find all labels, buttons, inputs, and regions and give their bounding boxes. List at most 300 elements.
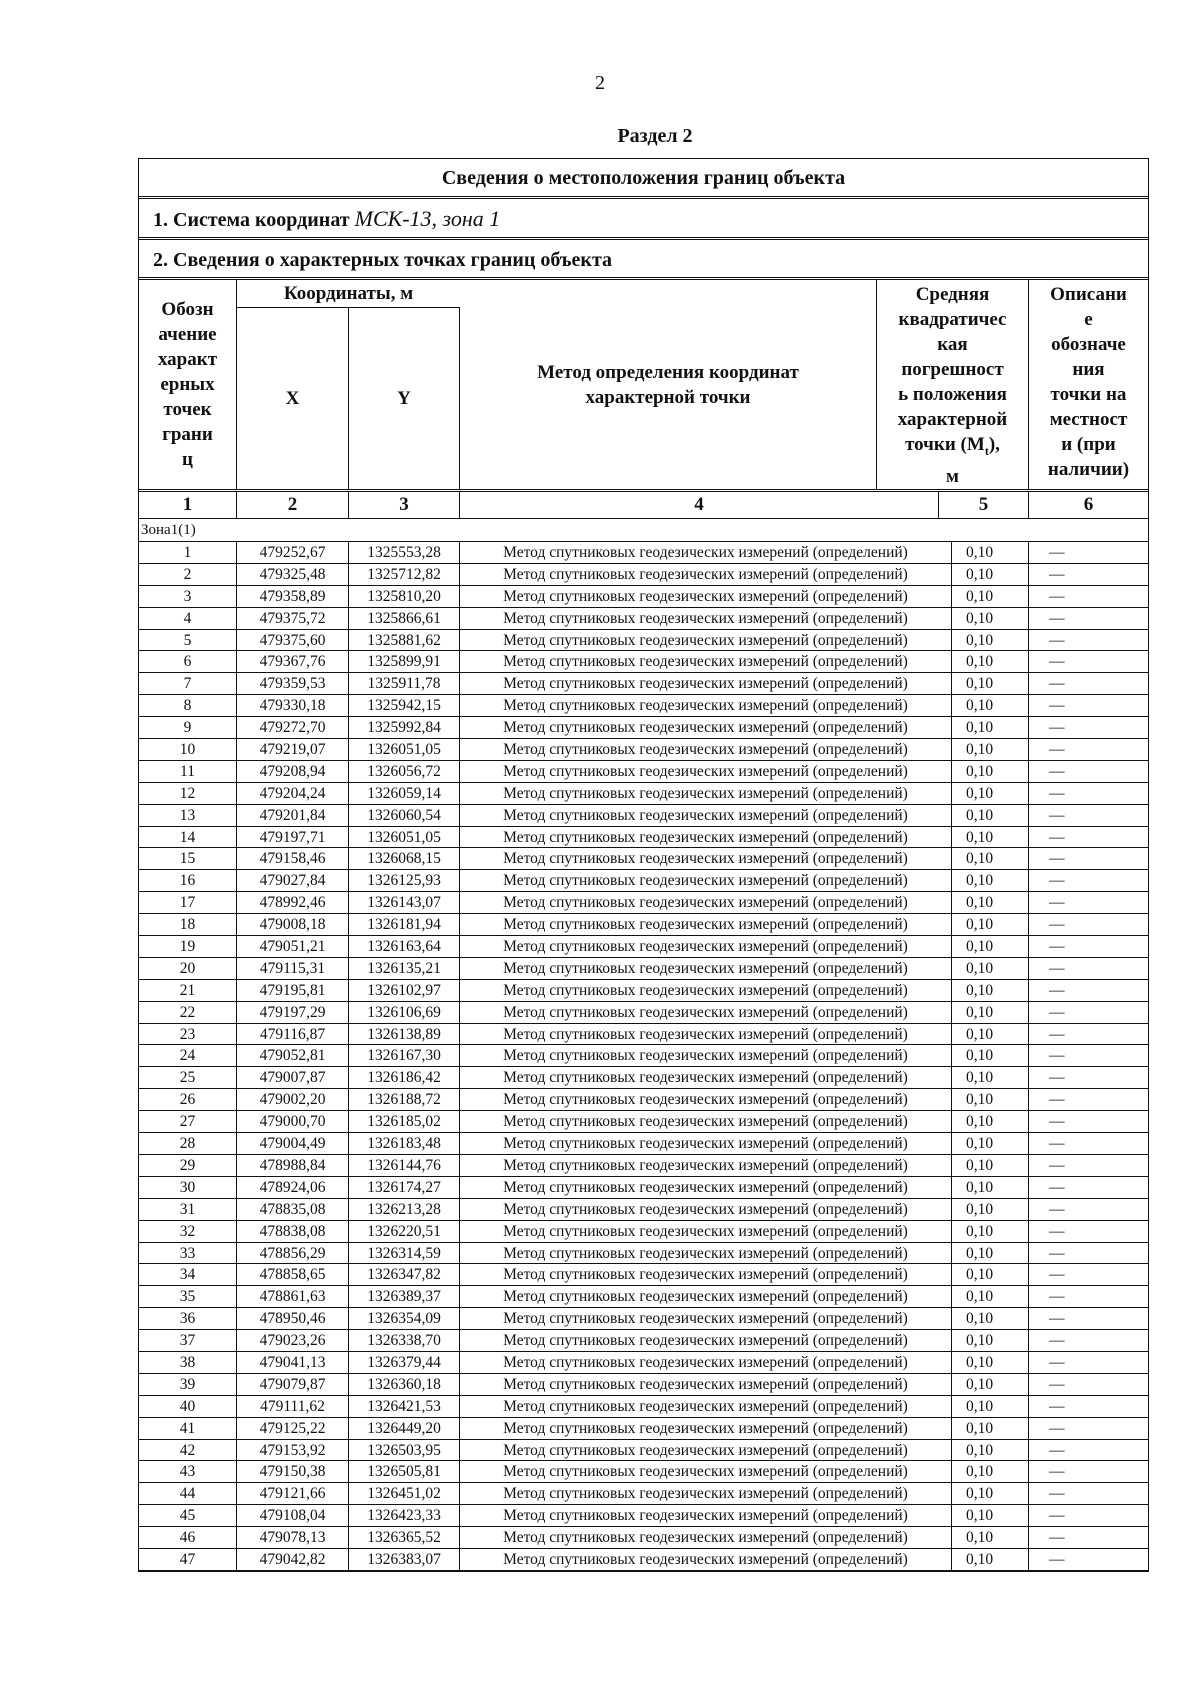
error-value: 0,10 bbox=[952, 1199, 1029, 1220]
description: — bbox=[1049, 1353, 1065, 1371]
method: Метод спутниковых геодезических измерений (определений) bbox=[460, 827, 952, 848]
point-number: 44 bbox=[139, 1483, 237, 1504]
table-row bbox=[139, 586, 1148, 608]
table-row bbox=[139, 827, 1148, 849]
table-row bbox=[139, 1461, 1148, 1483]
table-row bbox=[139, 1352, 1148, 1374]
y-coordinate: 1325866,61 bbox=[349, 608, 460, 629]
method: Метод спутниковых геодезических измерений (определений) bbox=[460, 564, 952, 585]
column-number: 3 bbox=[349, 492, 460, 518]
x-coordinate: 479000,70 bbox=[237, 1111, 349, 1132]
error-value: 0,10 bbox=[952, 630, 1029, 651]
x-coordinate: 478861,63 bbox=[237, 1286, 349, 1307]
table-row bbox=[139, 1024, 1148, 1046]
description: — bbox=[1049, 609, 1065, 627]
y-coordinate: 1326143,07 bbox=[349, 892, 460, 913]
table-row bbox=[139, 914, 1148, 936]
table-row bbox=[139, 1527, 1148, 1549]
column-number: 1 bbox=[139, 492, 237, 518]
table-title: Сведения о местоположения границ объекта bbox=[139, 159, 1148, 199]
error-value: 0,10 bbox=[952, 1264, 1029, 1285]
x-coordinate: 479042,82 bbox=[237, 1549, 349, 1570]
y-coordinate: 1326423,33 bbox=[349, 1505, 460, 1526]
x-coordinate: 479358,89 bbox=[237, 586, 349, 607]
method: Метод спутниковых геодезических измерений (определений) bbox=[460, 1067, 952, 1088]
error-value: 0,10 bbox=[952, 1352, 1029, 1373]
table-row bbox=[139, 1549, 1148, 1571]
error-value: 0,10 bbox=[952, 827, 1029, 848]
error-value: 0,10 bbox=[952, 1155, 1029, 1176]
point-number: 8 bbox=[139, 695, 237, 716]
error-value: 0,10 bbox=[952, 805, 1029, 826]
table-row bbox=[139, 870, 1148, 892]
x-coordinate: 478992,46 bbox=[237, 892, 349, 913]
method: Метод спутниковых геодезических измерений (определений) bbox=[460, 1089, 952, 1110]
method: Метод спутниковых геодезических измерений (определений) bbox=[460, 1002, 952, 1023]
y-coordinate: 1326183,48 bbox=[349, 1133, 460, 1154]
error-value: 0,10 bbox=[952, 1549, 1029, 1570]
description: — bbox=[1049, 565, 1065, 583]
error-value: 0,10 bbox=[952, 1133, 1029, 1154]
point-number: 43 bbox=[139, 1461, 237, 1482]
description: — bbox=[1049, 697, 1065, 715]
table-row bbox=[139, 673, 1148, 695]
method: Метод спутниковых геодезических измерений (определений) bbox=[460, 761, 952, 782]
table-row bbox=[139, 1155, 1148, 1177]
description: — bbox=[1049, 1178, 1065, 1196]
method: Метод спутниковых геодезических измерений (определений) bbox=[460, 914, 952, 935]
description: — bbox=[1049, 1288, 1065, 1306]
point-number: 11 bbox=[139, 761, 237, 782]
error-value: 0,10 bbox=[952, 1111, 1029, 1132]
y-coordinate: 1326354,09 bbox=[349, 1308, 460, 1329]
subsection-title: 2. Сведения о характерных точках границ объекта bbox=[139, 240, 1148, 280]
point-number: 26 bbox=[139, 1089, 237, 1110]
x-coordinate: 479079,87 bbox=[237, 1374, 349, 1395]
point-number: 34 bbox=[139, 1264, 237, 1285]
description: — bbox=[1049, 1222, 1065, 1240]
y-coordinate: 1326314,59 bbox=[349, 1243, 460, 1264]
error-value: 0,10 bbox=[952, 695, 1029, 716]
table-row bbox=[139, 783, 1148, 805]
method: Метод спутниковых геодезических измерений (определений) bbox=[460, 1483, 952, 1504]
table-row bbox=[139, 1045, 1148, 1067]
y-coordinate: 1326338,70 bbox=[349, 1330, 460, 1351]
x-coordinate: 479115,31 bbox=[237, 958, 349, 979]
method: Метод спутниковых геодезических измерений (определений) bbox=[460, 1396, 952, 1417]
point-number: 19 bbox=[139, 936, 237, 957]
y-coordinate: 1326106,69 bbox=[349, 1002, 460, 1023]
x-coordinate: 479204,24 bbox=[237, 783, 349, 804]
method: Метод спутниковых геодезических измерений (определений) bbox=[460, 1286, 952, 1307]
y-coordinate: 1326174,27 bbox=[349, 1177, 460, 1198]
header-error bbox=[877, 280, 1029, 489]
method: Метод спутниковых геодезических измерений (определений) bbox=[460, 1549, 952, 1570]
method: Метод спутниковых геодезических измерений (определений) bbox=[460, 1527, 952, 1548]
error-value: 0,10 bbox=[952, 1308, 1029, 1329]
description: — bbox=[1049, 872, 1065, 890]
description: — bbox=[1049, 1529, 1065, 1547]
x-coordinate: 479359,53 bbox=[237, 673, 349, 694]
description: — bbox=[1049, 1507, 1065, 1525]
table-row bbox=[139, 739, 1148, 761]
table-row bbox=[139, 761, 1148, 783]
error-value: 0,10 bbox=[952, 542, 1029, 563]
error-value: 0,10 bbox=[952, 1045, 1029, 1066]
table-row bbox=[139, 1221, 1148, 1243]
table-row bbox=[139, 1418, 1148, 1440]
x-coordinate: 479208,94 bbox=[237, 761, 349, 782]
error-value: 0,10 bbox=[952, 1461, 1029, 1482]
x-coordinate: 478924,06 bbox=[237, 1177, 349, 1198]
error-value: 0,10 bbox=[952, 739, 1029, 760]
header-point-designation bbox=[139, 280, 237, 489]
y-coordinate: 1326135,21 bbox=[349, 958, 460, 979]
page-number: 2 bbox=[595, 72, 605, 94]
method: Метод спутниковых геодезических измерений (определений) bbox=[460, 1111, 952, 1132]
y-coordinate: 1326167,30 bbox=[349, 1045, 460, 1066]
column-number: 4 bbox=[460, 492, 939, 518]
point-number: 3 bbox=[139, 586, 237, 607]
boundary-points-table bbox=[138, 158, 1149, 1572]
header-error-label: Средняя квадратичес кая погрешност ь положения характерной точки $(M_t)$, м bbox=[897, 284, 1008, 487]
description: — bbox=[1049, 1332, 1065, 1350]
method: Метод спутниковых геодезических измерений (определений) bbox=[460, 1264, 952, 1285]
point-number: 46 bbox=[139, 1527, 237, 1548]
x-coordinate: 479007,87 bbox=[237, 1067, 349, 1088]
error-value: 0,10 bbox=[952, 980, 1029, 1001]
y-coordinate: 1325899,91 bbox=[349, 651, 460, 672]
point-number: 14 bbox=[139, 827, 237, 848]
header-description bbox=[1029, 280, 1148, 489]
y-coordinate: 1326347,82 bbox=[349, 1264, 460, 1285]
method: Метод спутниковых геодезических измерений (определений) bbox=[460, 651, 952, 672]
x-coordinate: 479008,18 bbox=[237, 914, 349, 935]
error-value: 0,10 bbox=[952, 1002, 1029, 1023]
y-coordinate: 1326213,28 bbox=[349, 1199, 460, 1220]
point-number: 5 bbox=[139, 630, 237, 651]
error-value: 0,10 bbox=[952, 1221, 1029, 1242]
point-number: 30 bbox=[139, 1177, 237, 1198]
header-method-label: Метод определения координат характерной точки bbox=[537, 361, 799, 408]
error-value: 0,10 bbox=[952, 914, 1029, 935]
point-number: 9 bbox=[139, 717, 237, 738]
point-number: 27 bbox=[139, 1111, 237, 1132]
description: — bbox=[1049, 762, 1065, 780]
method: Метод спутниковых геодезических измерений (определений) bbox=[460, 717, 952, 738]
description: — bbox=[1049, 1463, 1065, 1481]
description: — bbox=[1049, 675, 1065, 693]
method: Метод спутниковых геодезических измерений (определений) bbox=[460, 1461, 952, 1482]
table-row bbox=[139, 651, 1148, 673]
table-row bbox=[139, 1067, 1148, 1089]
y-coordinate: 1326505,81 bbox=[349, 1461, 460, 1482]
x-coordinate: 479272,70 bbox=[237, 717, 349, 738]
point-number: 21 bbox=[139, 980, 237, 1001]
y-coordinate: 1326185,02 bbox=[349, 1111, 460, 1132]
description: — bbox=[1049, 828, 1065, 846]
table-row bbox=[139, 892, 1148, 914]
x-coordinate: 479195,81 bbox=[237, 980, 349, 1001]
y-coordinate: 1326421,53 bbox=[349, 1396, 460, 1417]
error-value: 0,10 bbox=[952, 1067, 1029, 1088]
point-number: 4 bbox=[139, 608, 237, 629]
description: — bbox=[1049, 1397, 1065, 1415]
y-coordinate: 1326068,15 bbox=[349, 848, 460, 869]
x-coordinate: 479023,26 bbox=[237, 1330, 349, 1351]
section-title: Раздел 2 bbox=[617, 125, 693, 147]
y-coordinate: 1326383,07 bbox=[349, 1549, 460, 1570]
x-coordinate: 479116,87 bbox=[237, 1024, 349, 1045]
header-method bbox=[460, 280, 877, 489]
description: — bbox=[1049, 1550, 1065, 1568]
table-row bbox=[139, 1308, 1148, 1330]
y-coordinate: 1326051,05 bbox=[349, 739, 460, 760]
error-value: 0,10 bbox=[952, 892, 1029, 913]
description: — bbox=[1049, 1419, 1065, 1437]
point-number: 17 bbox=[139, 892, 237, 913]
y-coordinate: 1326059,14 bbox=[349, 783, 460, 804]
y-coordinate: 1326360,18 bbox=[349, 1374, 460, 1395]
point-number: 12 bbox=[139, 783, 237, 804]
x-coordinate: 479052,81 bbox=[237, 1045, 349, 1066]
table-row bbox=[139, 1199, 1148, 1221]
description: — bbox=[1049, 1244, 1065, 1262]
method: Метод спутниковых геодезических измерений (определений) bbox=[460, 1308, 952, 1329]
description: — bbox=[1049, 806, 1065, 824]
y-coordinate: 1326188,72 bbox=[349, 1089, 460, 1110]
description: — bbox=[1049, 544, 1065, 561]
point-number: 23 bbox=[139, 1024, 237, 1045]
error-value: 0,10 bbox=[952, 783, 1029, 804]
y-coordinate: 1326056,72 bbox=[349, 761, 460, 782]
x-coordinate: 479150,38 bbox=[237, 1461, 349, 1482]
point-number: 2 bbox=[139, 564, 237, 585]
table-row bbox=[139, 1396, 1148, 1418]
zone-label: Зона1(1) bbox=[139, 519, 1148, 542]
description: — bbox=[1049, 784, 1065, 802]
error-value: 0,10 bbox=[952, 651, 1029, 672]
x-coordinate: 479219,07 bbox=[237, 739, 349, 760]
description: — bbox=[1049, 894, 1065, 912]
error-value: 0,10 bbox=[952, 1286, 1029, 1307]
y-coordinate: 1326125,93 bbox=[349, 870, 460, 891]
error-value: 0,10 bbox=[952, 586, 1029, 607]
x-coordinate: 479111,62 bbox=[237, 1396, 349, 1417]
method: Метод спутниковых геодезических измерений (определений) bbox=[460, 936, 952, 957]
header-x: X bbox=[237, 308, 349, 489]
description: — bbox=[1049, 1069, 1065, 1087]
point-number: 18 bbox=[139, 914, 237, 935]
x-coordinate: 479108,04 bbox=[237, 1505, 349, 1526]
x-coordinate: 479004,49 bbox=[237, 1133, 349, 1154]
x-coordinate: 479027,84 bbox=[237, 870, 349, 891]
method: Метод спутниковых геодезических измерений (определений) bbox=[460, 630, 952, 651]
point-number: 29 bbox=[139, 1155, 237, 1176]
point-number: 32 bbox=[139, 1221, 237, 1242]
method: Метод спутниковых геодезических измерений (определений) bbox=[460, 1221, 952, 1242]
table-row bbox=[139, 1002, 1148, 1024]
y-coordinate: 1325553,28 bbox=[349, 542, 460, 563]
description: — bbox=[1049, 1266, 1065, 1284]
error-value: 0,10 bbox=[952, 958, 1029, 979]
point-number: 42 bbox=[139, 1440, 237, 1461]
y-coordinate: 1326220,51 bbox=[349, 1221, 460, 1242]
y-coordinate: 1326051,05 bbox=[349, 827, 460, 848]
method: Метод спутниковых геодезических измерений (определений) bbox=[460, 892, 952, 913]
table-row bbox=[139, 958, 1148, 980]
method: Метод спутниковых геодезических измерений (определений) bbox=[460, 1133, 952, 1154]
x-coordinate: 478988,84 bbox=[237, 1155, 349, 1176]
method: Метод спутниковых геодезических измерений (определений) bbox=[460, 608, 952, 629]
error-value: 0,10 bbox=[952, 608, 1029, 629]
description: — bbox=[1049, 587, 1065, 605]
y-coordinate: 1326102,97 bbox=[349, 980, 460, 1001]
point-number: 1 bbox=[139, 542, 237, 563]
y-coordinate: 1325810,20 bbox=[349, 586, 460, 607]
table-row bbox=[139, 1483, 1148, 1505]
y-coordinate: 1325881,62 bbox=[349, 630, 460, 651]
method: Метод спутниковых геодезических измерений (определений) bbox=[460, 1199, 952, 1220]
method: Метод спутниковых геодезических измерений (определений) bbox=[460, 848, 952, 869]
description: — bbox=[1049, 1156, 1065, 1174]
error-value: 0,10 bbox=[952, 564, 1029, 585]
table-row bbox=[139, 1111, 1148, 1133]
x-coordinate: 479325,48 bbox=[237, 564, 349, 585]
table-row bbox=[139, 1177, 1148, 1199]
point-number: 39 bbox=[139, 1374, 237, 1395]
description: — bbox=[1049, 850, 1065, 868]
table-row bbox=[139, 1286, 1148, 1308]
description: — bbox=[1049, 1135, 1065, 1153]
y-coordinate: 1326144,76 bbox=[349, 1155, 460, 1176]
error-value: 0,10 bbox=[952, 717, 1029, 738]
y-coordinate: 1325992,84 bbox=[349, 717, 460, 738]
point-number: 45 bbox=[139, 1505, 237, 1526]
method: Метод спутниковых геодезических измерений (определений) bbox=[460, 1024, 952, 1045]
table-row bbox=[139, 1264, 1148, 1286]
x-coordinate: 478856,29 bbox=[237, 1243, 349, 1264]
table-row bbox=[139, 717, 1148, 739]
method: Метод спутниковых геодезических измерений (определений) bbox=[460, 739, 952, 760]
column-number: 2 bbox=[237, 492, 349, 518]
x-coordinate: 479041,13 bbox=[237, 1352, 349, 1373]
error-value: 0,10 bbox=[952, 1527, 1029, 1548]
column-numbers-row bbox=[139, 492, 1148, 519]
y-coordinate: 1326181,94 bbox=[349, 914, 460, 935]
y-coordinate: 1326186,42 bbox=[349, 1067, 460, 1088]
table-row bbox=[139, 1440, 1148, 1462]
header-y: Y bbox=[349, 308, 460, 489]
y-coordinate: 1325911,78 bbox=[349, 673, 460, 694]
error-value: 0,10 bbox=[952, 1483, 1029, 1504]
x-coordinate: 479125,22 bbox=[237, 1418, 349, 1439]
table-row bbox=[139, 848, 1148, 870]
point-number: 10 bbox=[139, 739, 237, 760]
point-number: 41 bbox=[139, 1418, 237, 1439]
table-row bbox=[139, 542, 1148, 564]
table-row bbox=[139, 608, 1148, 630]
error-value: 0,10 bbox=[952, 1374, 1029, 1395]
point-number: 6 bbox=[139, 651, 237, 672]
x-coordinate: 478838,08 bbox=[237, 1221, 349, 1242]
header-coordinates: Координаты, м bbox=[237, 280, 460, 308]
method: Метод спутниковых геодезических измерений (определений) bbox=[460, 958, 952, 979]
description: — bbox=[1049, 938, 1065, 956]
error-value: 0,10 bbox=[952, 1243, 1029, 1264]
method: Метод спутниковых геодезических измерений (определений) bbox=[460, 586, 952, 607]
y-coordinate: 1326379,44 bbox=[349, 1352, 460, 1373]
description: — bbox=[1049, 1485, 1065, 1503]
point-number: 15 bbox=[139, 848, 237, 869]
method: Метод спутниковых геодезических измерений (определений) bbox=[460, 805, 952, 826]
header-point-designation-label: Обозн ачение характ ерных точек грани ц bbox=[157, 299, 218, 470]
method: Метод спутниковых геодезических измерений (определений) bbox=[460, 980, 952, 1001]
table-row bbox=[139, 1243, 1148, 1265]
point-number: 20 bbox=[139, 958, 237, 979]
point-number: 40 bbox=[139, 1396, 237, 1417]
error-value: 0,10 bbox=[952, 1396, 1029, 1417]
x-coordinate: 479330,18 bbox=[237, 695, 349, 716]
error-value: 0,10 bbox=[952, 1330, 1029, 1351]
x-coordinate: 479367,76 bbox=[237, 651, 349, 672]
error-value: 0,10 bbox=[952, 1505, 1029, 1526]
description: — bbox=[1049, 1200, 1065, 1218]
error-value: 0,10 bbox=[952, 848, 1029, 869]
method: Метод спутниковых геодезических измерений (определений) bbox=[460, 783, 952, 804]
point-number: 7 bbox=[139, 673, 237, 694]
x-coordinate: 479121,66 bbox=[237, 1483, 349, 1504]
coord-system-row bbox=[139, 199, 1148, 240]
description: — bbox=[1049, 1091, 1065, 1109]
point-number: 35 bbox=[139, 1286, 237, 1307]
error-value: 0,10 bbox=[952, 870, 1029, 891]
x-coordinate: 479158,46 bbox=[237, 848, 349, 869]
x-coordinate: 479201,84 bbox=[237, 805, 349, 826]
description: — bbox=[1049, 981, 1065, 999]
x-coordinate: 479051,21 bbox=[237, 936, 349, 957]
header-description-label: Описани е обозначе ния точки на местност и (при наличии) bbox=[1047, 284, 1130, 480]
table-row bbox=[139, 1505, 1148, 1527]
table-row bbox=[139, 980, 1148, 1002]
description: — bbox=[1049, 719, 1065, 737]
table-row bbox=[139, 805, 1148, 827]
method: Метод спутниковых геодезических измерений (определений) bbox=[460, 695, 952, 716]
error-value: 0,10 bbox=[952, 1024, 1029, 1045]
method: Метод спутниковых геодезических измерений (определений) bbox=[460, 1374, 952, 1395]
y-coordinate: 1326163,64 bbox=[349, 936, 460, 957]
error-value: 0,10 bbox=[952, 1177, 1029, 1198]
table-row bbox=[139, 695, 1148, 717]
point-number: 25 bbox=[139, 1067, 237, 1088]
description: — bbox=[1049, 1047, 1065, 1065]
point-number: 47 bbox=[139, 1549, 237, 1570]
error-value: 0,10 bbox=[952, 673, 1029, 694]
x-coordinate: 478835,08 bbox=[237, 1199, 349, 1220]
description: — bbox=[1049, 631, 1065, 649]
point-number: 24 bbox=[139, 1045, 237, 1066]
point-number: 28 bbox=[139, 1133, 237, 1154]
point-number: 16 bbox=[139, 870, 237, 891]
method: Метод спутниковых геодезических измерений (определений) bbox=[460, 870, 952, 891]
method: Метод спутниковых геодезических измерений (определений) bbox=[460, 1440, 952, 1461]
table-row bbox=[139, 936, 1148, 958]
x-coordinate: 479375,72 bbox=[237, 608, 349, 629]
y-coordinate: 1326503,95 bbox=[349, 1440, 460, 1461]
method: Метод спутниковых геодезических измерений (определений) bbox=[460, 542, 952, 563]
description: — bbox=[1049, 1003, 1065, 1021]
method: Метод спутниковых геодезических измерений (определений) bbox=[460, 1330, 952, 1351]
